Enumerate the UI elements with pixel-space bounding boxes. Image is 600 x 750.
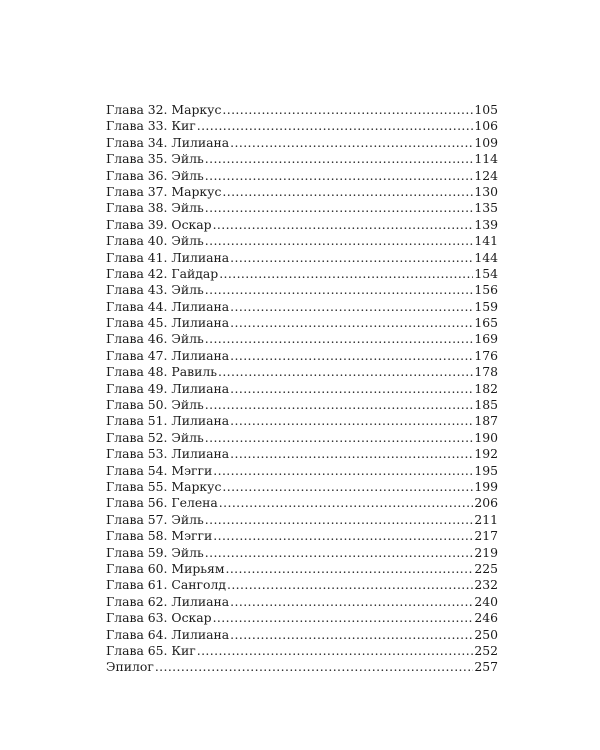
toc-entry-page-number: 130 <box>474 183 498 199</box>
toc-entry-title: Эпилог <box>106 659 154 675</box>
dot-leader <box>205 168 474 184</box>
dot-leader <box>227 577 473 593</box>
toc-entry-page-number: 225 <box>474 560 498 576</box>
toc-entry-title: Глава 42. Гайдар <box>106 265 219 281</box>
toc-entry-page-number: 178 <box>474 364 498 380</box>
toc-entry-title: Глава 56. Гелена <box>106 495 218 511</box>
toc-entry-title: Глава 41. Лилиана <box>106 249 230 265</box>
toc-entry <box>106 659 498 675</box>
dot-leader <box>218 364 473 380</box>
toc-entry-page-number: 141 <box>474 233 498 249</box>
toc-entry <box>106 348 498 364</box>
toc-entry <box>106 266 498 282</box>
dot-leader <box>230 381 473 397</box>
toc-entry <box>106 151 498 167</box>
dot-leader <box>205 151 474 167</box>
toc-entry-title: Глава 49. Лилиана <box>106 380 230 396</box>
toc-entry-page-number: 252 <box>474 642 498 658</box>
toc-entry <box>106 643 498 659</box>
toc-entry-title: Глава 57. Эйль <box>106 511 204 527</box>
toc-entry-page-number: 257 <box>474 659 498 675</box>
dot-leader <box>205 512 474 528</box>
dot-leader <box>230 299 473 315</box>
dot-leader <box>205 397 474 413</box>
toc-entry-title: Глава 33. Киг <box>106 118 196 134</box>
toc-entry-page-number: 185 <box>474 397 498 413</box>
toc-entry-title: Глава 54. Мэгги <box>106 462 213 478</box>
dot-leader <box>213 217 474 233</box>
dot-leader <box>230 594 473 610</box>
toc-entry <box>106 200 498 216</box>
toc-entry <box>106 561 498 577</box>
toc-entry-page-number: 176 <box>474 347 498 363</box>
toc-entry-title: Глава 44. Лилиана <box>106 298 230 314</box>
toc-entry-title: Глава 32. Маркус <box>106 102 222 117</box>
dot-leader <box>205 233 474 249</box>
toc-entry-page-number: 250 <box>474 626 498 642</box>
toc-entry-page-number: 217 <box>474 528 498 544</box>
dot-leader <box>230 348 473 364</box>
toc-entry <box>106 168 498 184</box>
toc-entry <box>106 364 498 380</box>
dot-leader <box>230 315 473 331</box>
toc-entry <box>106 610 498 626</box>
toc-entry-page-number: 246 <box>474 610 498 626</box>
toc-entry <box>106 479 498 495</box>
toc-entry <box>106 512 498 528</box>
toc-entry-title: Глава 64. Лилиана <box>106 626 230 642</box>
toc-entry <box>106 331 498 347</box>
toc-entry <box>106 594 498 610</box>
toc-entry-page-number: 187 <box>474 413 498 429</box>
toc-entry-page-number: 154 <box>474 265 498 281</box>
dot-leader <box>230 250 473 266</box>
dot-leader <box>230 446 473 462</box>
toc-entry-page-number: 211 <box>474 511 498 527</box>
toc-entry-page-number: 159 <box>474 298 498 314</box>
toc-entry-title: Глава 43. Эйль <box>106 282 204 298</box>
toc-entry-title: Глава 61. Санголд <box>106 577 226 593</box>
toc-entry-title: Глава 52. Эйль <box>106 429 204 445</box>
dot-leader <box>205 545 474 561</box>
toc-entry <box>106 315 498 331</box>
toc-entry-page-number: 169 <box>474 331 498 347</box>
toc-entry <box>106 545 498 561</box>
dot-leader <box>205 331 474 347</box>
toc-entry <box>106 463 498 479</box>
toc-entry-title: Глава 63. Оскар <box>106 610 212 626</box>
toc-entry <box>106 250 498 266</box>
toc-entry-title: Глава 53. Лилиана <box>106 446 230 462</box>
toc-entry <box>106 381 498 397</box>
dot-leader <box>230 627 473 643</box>
toc-entry-title: Глава 38. Эйль <box>106 200 204 216</box>
toc-entry <box>106 495 498 511</box>
dot-leader <box>213 528 473 544</box>
toc-entry-page-number: 144 <box>474 249 498 265</box>
dot-leader <box>205 430 474 446</box>
toc-entry-title: Глава 51. Лилиана <box>106 413 230 429</box>
dot-leader <box>219 495 474 511</box>
toc-entry <box>106 397 498 413</box>
toc-entry <box>106 413 498 429</box>
dot-leader <box>205 200 474 216</box>
dot-leader <box>205 282 474 298</box>
toc-entry <box>106 282 498 298</box>
toc-entry-page-number: 206 <box>474 495 498 511</box>
toc-entry-title: Глава 59. Эйль <box>106 544 204 560</box>
toc-entry-title: Глава 36. Эйль <box>106 167 204 183</box>
toc-entry-title: Глава 48. Равиль <box>106 364 217 380</box>
toc-entry-page-number: 190 <box>474 429 498 445</box>
toc-entry <box>106 446 498 462</box>
toc-entry-title: Глава 50. Эйль <box>106 397 204 413</box>
toc-entry <box>106 184 498 200</box>
dot-leader <box>219 266 473 282</box>
toc-entry-title: Глава 40. Эйль <box>106 233 204 249</box>
toc-entry <box>106 233 498 249</box>
toc-entry-page-number: 156 <box>474 282 498 298</box>
dot-leader <box>226 561 474 577</box>
toc-entry-title: Глава 47. Лилиана <box>106 347 230 363</box>
toc-entry-page-number: 139 <box>474 216 498 232</box>
toc-entry <box>106 217 498 233</box>
toc-entry-title: Глава 39. Оскар <box>106 216 212 232</box>
dot-leader <box>155 659 474 675</box>
toc-entry-title: Глава 35. Эйль <box>106 151 204 167</box>
toc-entry-title: Глава 62. Лилиана <box>106 593 230 609</box>
dot-leader <box>213 610 474 626</box>
toc-entry-title: Глава 58. Мэгги <box>106 528 213 544</box>
toc-entry <box>106 299 498 315</box>
toc-entry <box>106 118 498 134</box>
toc-entry-title: Глава 65. Киг <box>106 642 196 658</box>
dot-leader <box>213 463 473 479</box>
toc-entry <box>106 102 498 118</box>
toc-entry-page-number: 195 <box>474 462 498 478</box>
toc-entry-page-number: 192 <box>474 446 498 462</box>
table-of-contents <box>106 102 498 676</box>
toc-entry-title: Глава 34. Лилиана <box>106 134 230 150</box>
toc-entry <box>106 577 498 593</box>
toc-entry-page-number: 240 <box>474 593 498 609</box>
toc-entry-page-number: 135 <box>474 200 498 216</box>
toc-entry-title: Глава 60. Мирьям <box>106 560 225 576</box>
dot-leader <box>222 102 473 118</box>
toc-entry-title: Глава 45. Лилиана <box>106 315 230 331</box>
dot-leader <box>222 184 473 200</box>
toc-entry-title: Глава 55. Маркус <box>106 478 222 494</box>
toc-entry <box>106 135 498 151</box>
toc-entry-page-number: 199 <box>474 478 498 494</box>
dot-leader <box>222 479 473 495</box>
toc-entry-page-number: 219 <box>474 544 498 560</box>
toc-entry-page-number: 124 <box>474 167 498 183</box>
dot-leader <box>197 643 474 659</box>
toc-entry-page-number: 106 <box>474 118 498 134</box>
dot-leader <box>230 135 473 151</box>
toc-entry-page-number: 114 <box>474 151 498 167</box>
dot-leader <box>197 118 474 134</box>
toc-entry-title: Глава 37. Маркус <box>106 183 222 199</box>
toc-entry <box>106 627 498 643</box>
dot-leader <box>230 413 473 429</box>
toc-entry-page-number: 232 <box>474 577 498 593</box>
toc-entry-page-number: 182 <box>474 380 498 396</box>
toc-entry-title: Глава 46. Эйль <box>106 331 204 347</box>
toc-entry-page-number: 165 <box>474 315 498 331</box>
toc-entry <box>106 430 498 446</box>
toc-entry-page-number: 109 <box>474 134 498 150</box>
toc-entry-page-number: 105 <box>474 102 498 117</box>
toc-entry <box>106 528 498 544</box>
